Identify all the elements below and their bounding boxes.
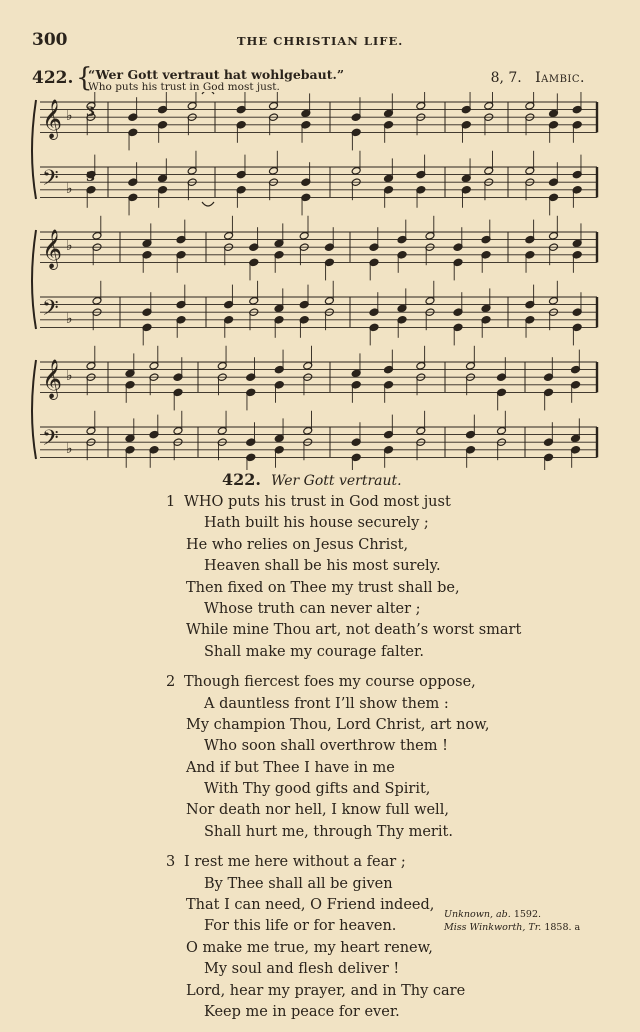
page-number: 300 [32,30,68,50]
verse-line: While mine Thou art, not death’s worst smart [186,622,522,639]
verse-line: Hath built his house securely ; [204,515,429,532]
verse-line [166,852,566,873]
treble-clef-icon: 𝄞 [42,99,63,139]
running-title: THE CHRISTIAN LIFE. [237,34,404,48]
verse-line: And if but Thee I have in me [186,759,395,776]
verse-number: 3 [166,854,176,871]
system-brace [32,100,36,199]
flat-key-signature-icon: ♭ [66,368,73,384]
verse [166,672,566,843]
system-brace [32,230,36,329]
verse-line: Keep me in peace for ever. [204,1003,400,1020]
flat-key-signature-icon: ♭ [66,181,73,197]
verse [166,492,566,663]
time-signature: 3 [86,105,96,120]
fermata-icon [202,202,214,206]
verse-number: 1 [166,494,176,510]
author-line [444,908,580,921]
verse-line: Whose truth can never alter ; [204,600,421,617]
translator-year: 1858. [544,922,572,933]
verse-line: For this life or for heaven. [204,918,397,935]
verse-line [166,672,566,693]
attribution [444,908,580,934]
verse-line: That I can need, O Friend indeed, [186,897,435,914]
verse-line: He who relies on Jesus Christ, [186,536,409,553]
system-brace [32,360,36,459]
verse-line: Heaven shall be his most surely. [204,558,441,575]
verse-line: Nor death nor hell, I know full well, [186,802,449,819]
music-score [30,92,602,470]
hymn-text-number: 422. [222,470,261,489]
verse-line: Shall hurt me, through Thy merit. [204,823,453,840]
meter-name: Iambic. [535,70,585,86]
flat-key-signature-icon: ♭ [66,238,73,254]
verse-line: My soul and flesh deliver ! [204,961,400,978]
verse-line: By Thee shall all be given [204,875,393,892]
brace-glyph: { [76,63,93,93]
hymn-title-english: Who puts his trust in God most just. [88,81,280,93]
verse-line: Lord, hear my prayer, and in Thy care [186,982,466,999]
flat-key-signature-icon: ♭ [66,441,73,457]
hymn-verses [166,492,566,1032]
hymn-title-german: “Wer Gott vertraut hat wohlgebaut.” [88,67,345,82]
treble-clef-icon: 𝄞 [42,229,63,269]
hymn-text-title [222,470,402,489]
verse-line [166,492,566,513]
author-year: 1592. [513,909,542,920]
translator-name: Miss Winkworth, Tr. [444,922,542,933]
translator-mark: a [574,922,581,933]
fermata-icon [202,92,214,94]
hymn-meter [491,70,585,86]
verse-line: With Thy good gifts and Spirit, [204,781,431,798]
verse-line-text: I rest me here without a fear ; [184,854,406,871]
flat-key-signature-icon: ♭ [66,108,73,124]
verse-line: Who soon shall overthrow them ! [204,738,448,755]
translator-line [444,921,580,934]
verse-line: O make me true, my heart renew, [186,939,433,956]
verse-line: Shall make my courage falter. [204,643,424,660]
treble-clef-icon: 𝄞 [42,359,63,399]
verse-number: 2 [166,674,176,691]
meter-numbers: 8, 7. [490,70,522,86]
page-header [32,30,600,52]
flat-key-signature-icon: ♭ [66,311,73,327]
time-signature: 3 [86,170,96,185]
verse-line: My champion Thou, Lord Christ, art now, [186,716,490,733]
verse-line-text: Though fiercest foes my course oppose, [184,674,476,691]
bass-clef-icon: 𝄢 [42,166,59,196]
verse-line: Then fixed on Thee my trust shall be, [186,579,460,596]
verse-line-text: WHO puts his trust in God most just [184,494,451,510]
bass-clef-icon: 𝄢 [42,426,59,456]
verse [166,852,566,1023]
hymn-text-name: Wer Gott vertraut. [270,473,402,489]
verse-line: A dauntless front I’ll show them : [204,695,449,712]
author-name: Unknown, ab. [444,909,511,920]
bass-clef-icon: 𝄢 [42,296,59,326]
hymn-number: 422. [32,68,74,88]
